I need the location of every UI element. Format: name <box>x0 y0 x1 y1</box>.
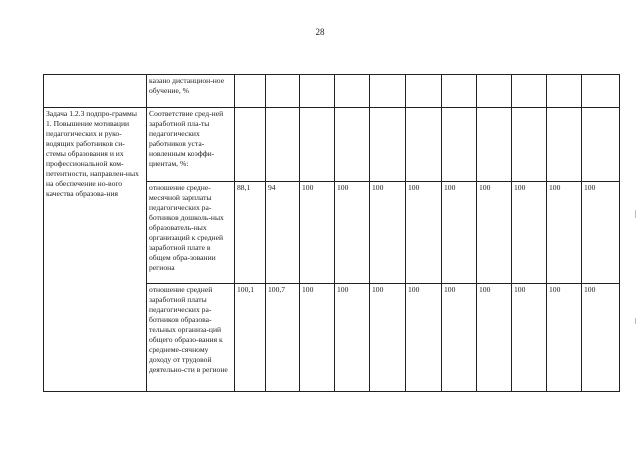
value-cell: 100 <box>547 284 582 392</box>
indicator-cell: отношение средней заработной платы педагогических ра-ботников образова-тельных организа-ций общего образо-вания к среднеме-сячному доходу от трудовой деятельно-сти в регионе <box>147 284 235 392</box>
value-cell: 100,1 <box>235 284 266 392</box>
indicator-table <box>43 74 620 392</box>
value-cell: 100 <box>335 284 370 392</box>
indicator-cell: казано дистанцион-ное обучение, % <box>147 75 235 108</box>
page-number: 28 <box>315 27 325 37</box>
value-cell: 100 <box>442 182 477 284</box>
value-cell: 100 <box>582 182 620 284</box>
value-cell: 100 <box>335 182 370 284</box>
value-cell: 100 <box>547 182 582 284</box>
value-cell: 100 <box>477 182 512 284</box>
value-cell: 100 <box>512 182 547 284</box>
indicator-cell: отношение средне-месячной зарплаты педагогических ра-ботников дошколь-ных образователь-ных организаций к средней заработной плате в общем обра-зовании региона <box>147 182 235 284</box>
scan-mark <box>635 318 636 324</box>
value-cell: 94 <box>266 182 300 284</box>
task-cell: Задача 1.2.3 подпро-граммы 1. Повышение мотивации педагогических и руко-водящих работников си-стемы образования и их профессиональной ком-петентности, направлен-ных на обеспечение но-вого качества образова-ния <box>44 108 147 392</box>
value-cell: 100 <box>442 284 477 392</box>
value-cell: 100,7 <box>266 284 300 392</box>
value-cell: 100 <box>406 182 442 284</box>
table-row-group <box>44 108 620 182</box>
value-cell: 100 <box>300 284 335 392</box>
task-cell-empty <box>44 75 147 108</box>
table-row-continuation <box>44 75 620 108</box>
value-cell: 100 <box>370 182 406 284</box>
value-cell: 100 <box>406 284 442 392</box>
value-cell: 100 <box>477 284 512 392</box>
scan-mark <box>635 210 636 218</box>
value-cell: 100 <box>300 182 335 284</box>
value-cell: 88,1 <box>235 182 266 284</box>
indicator-cell: Соответствие сред-ней заработной пла-ты педагогических работников уста-новленным коэффи-циентам, %: <box>147 108 235 182</box>
value-cell: 100 <box>512 284 547 392</box>
value-cell: 100 <box>370 284 406 392</box>
value-cell: 100 <box>582 284 620 392</box>
